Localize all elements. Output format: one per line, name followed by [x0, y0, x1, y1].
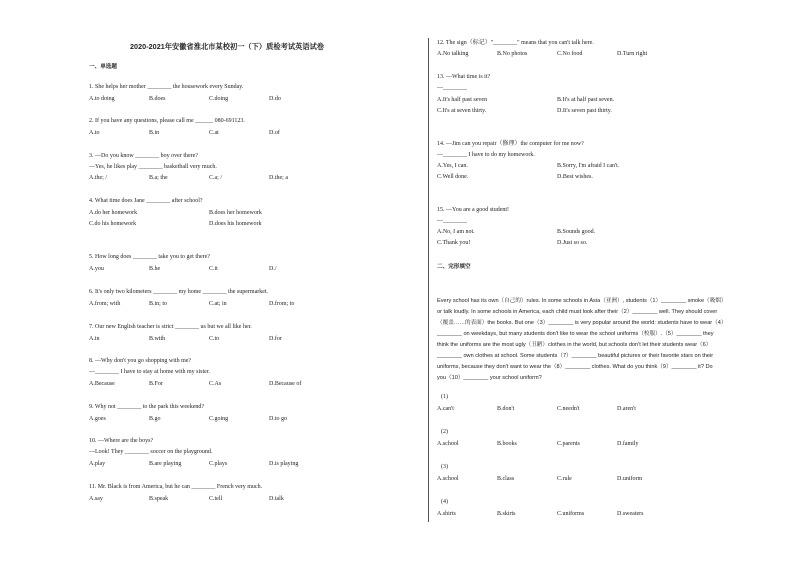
question-stem: 3. —Do you know ________ boy over there?	[89, 153, 198, 159]
option-group	[89, 301, 329, 308]
answer-option[interactable]: A.Because	[89, 381, 115, 387]
option-group	[89, 266, 329, 273]
answer-option[interactable]: C.it	[209, 266, 218, 272]
exam-title: 2020-2021年安徽省淮北市某校初一（下）质检考试英语试卷	[130, 42, 325, 51]
answer-option[interactable]: B.Sorry, I'm afraid I can't.	[557, 163, 620, 169]
answer-option[interactable]: B.For	[149, 381, 163, 387]
answer-option[interactable]: A.school	[437, 476, 459, 482]
answer-option[interactable]: C.at; in	[209, 301, 227, 307]
passage-line: think the uniforms are the most ugly（丑陋）clothes in the world, but schools don't let their students wear（6）	[437, 342, 712, 348]
answer-option[interactable]: C.Thank you!	[437, 239, 471, 246]
answer-option[interactable]: C.doing	[209, 96, 229, 102]
passage-line: Every school has its own（自己的）rules. In some schools in Asia（亚洲）, students（1）________ smoke（吸烟）	[437, 298, 727, 304]
passage-line: ________ own clothes at school. Some students（7）________ beautiful pictures or their favorite stars on their	[437, 353, 714, 359]
answer-option[interactable]: A.you	[89, 266, 104, 272]
answer-option[interactable]: D.from; to	[269, 301, 295, 307]
option-group	[437, 229, 677, 250]
answer-option[interactable]: D.to go	[269, 416, 287, 422]
cloze-number: (4)	[441, 499, 448, 505]
answer-option[interactable]: C.parents	[557, 441, 580, 447]
answer-option[interactable]: D.the; a	[269, 175, 288, 181]
answer-option[interactable]: A.No, I am not.	[437, 229, 475, 235]
answer-option[interactable]: B.No photos	[497, 51, 528, 57]
answer-option[interactable]: C.Well done.	[437, 173, 469, 180]
answer-option[interactable]: B.Sounds good.	[557, 229, 596, 235]
answer-option[interactable]: C.a; /	[209, 175, 222, 181]
answer-option[interactable]: A.Yes, I can.	[437, 163, 468, 169]
answer-option[interactable]: D.for	[269, 336, 282, 342]
question-stem: 10. —Where are the boys?	[89, 438, 154, 444]
answer-option[interactable]: B.are playing	[149, 461, 182, 467]
answer-option[interactable]: D.sweaters	[617, 511, 644, 517]
answer-option[interactable]: B.with	[149, 336, 166, 342]
column-divider	[428, 38, 429, 522]
question-stem: 15. —You are a good student!	[437, 207, 510, 213]
question-stem: 7. Our new English teacher is strict ________ us but we all like her.	[89, 324, 252, 330]
question-stem: 14. —Jim can you repair（修理）the computer for me now?	[437, 141, 584, 147]
answer-option[interactable]: A.It's half past seven	[437, 97, 488, 103]
answer-option[interactable]: B.class	[497, 476, 515, 482]
answer-option[interactable]: D.It's seven past thirty.	[557, 107, 612, 114]
question-stem: 6. It's only two kilometers ________ my home ________ the supermarket.	[89, 289, 269, 295]
answer-option[interactable]: B.don't	[497, 406, 515, 412]
question-stem: 9. Why not ________ to the park this weekend?	[89, 404, 205, 410]
answer-option[interactable]: B.in	[149, 130, 160, 136]
answer-option[interactable]: C.tell	[209, 496, 223, 502]
question-stem: —Look! They ________ soccer on the playground.	[89, 448, 213, 455]
question-stem: —Yes, he likes play ________ basketball very much.	[89, 163, 217, 170]
option-group	[89, 461, 329, 468]
answer-option[interactable]: D.Best wishes.	[557, 173, 593, 180]
answer-option[interactable]: B.does her homework	[209, 210, 262, 216]
question-stem: 13. —What time is it?	[437, 74, 491, 80]
question-stem: —________	[437, 84, 467, 91]
answer-option[interactable]: B.skirts	[497, 511, 516, 517]
answer-option[interactable]: C.at	[209, 130, 219, 136]
answer-option[interactable]: A.can't	[437, 406, 454, 412]
answer-option[interactable]: B.go	[149, 416, 161, 422]
cloze-passage	[437, 296, 777, 384]
answer-option[interactable]: C.uniforms	[557, 511, 585, 517]
answer-option[interactable]: C.to	[209, 336, 220, 342]
cloze-number: (3)	[441, 464, 448, 470]
answer-option[interactable]: C.It's at seven thirty.	[437, 107, 487, 114]
option-group	[89, 336, 329, 343]
answer-option[interactable]: D.family	[617, 441, 639, 447]
answer-option[interactable]: C.As	[209, 381, 222, 387]
option-group	[437, 441, 677, 448]
answer-option[interactable]: D./	[269, 266, 277, 272]
answer-option[interactable]: A.school	[437, 441, 459, 447]
answer-option[interactable]: D.Just so so.	[557, 239, 588, 246]
answer-option[interactable]: A.the; /	[89, 175, 107, 181]
answer-option[interactable]: C.No food	[557, 51, 583, 57]
option-group	[437, 511, 677, 518]
answer-option[interactable]: A.goes	[89, 416, 106, 422]
question-stem: —________	[437, 217, 467, 224]
answer-option[interactable]: A.do her homework	[89, 210, 138, 216]
answer-option[interactable]: D.uniform	[617, 476, 643, 482]
option-group	[437, 476, 677, 483]
answer-option[interactable]: D.talk	[269, 496, 284, 502]
option-group	[89, 175, 329, 182]
answer-option[interactable]: A.say	[89, 496, 103, 502]
answer-option[interactable]: A.No talking	[437, 51, 469, 57]
passage-line: （覆盖……的表面）the books. But one（3）________ is very popular around the world: students have to wear（4）	[437, 320, 727, 326]
option-group	[437, 97, 677, 118]
cloze-number: (2)	[441, 429, 448, 435]
question-stem: 4. What time does Jane ________ after school?	[89, 198, 203, 204]
answer-option[interactable]: C.needn't	[557, 406, 580, 412]
answer-option[interactable]: D.does his homework	[209, 220, 262, 227]
answer-option[interactable]: B.does	[149, 96, 166, 102]
answer-option[interactable]: D.aren't	[617, 406, 636, 412]
option-group	[89, 381, 329, 388]
option-group	[89, 96, 329, 103]
passage-line: uniforms, because they don't want to wear the（8）________ clothes. What do you think（9）________ it? Do	[437, 364, 713, 370]
question-stem: 8. —Why don't you go shopping with me?	[89, 358, 192, 364]
answer-option[interactable]: A.to	[89, 130, 100, 136]
question-stem: —________ I have to stay at home with my sister.	[89, 368, 210, 375]
answer-option[interactable]: A.from; with	[89, 301, 121, 307]
option-group	[89, 210, 329, 231]
answer-option[interactable]: C.going	[209, 416, 229, 422]
question-stem: 5. How long does ________ take you to get there?	[89, 254, 210, 260]
answer-option[interactable]: D.is playing	[269, 461, 299, 467]
question-stem: 2. If you have any questions, please call me ______ 080-691123.	[89, 118, 245, 124]
cloze-number: (1)	[441, 394, 448, 400]
answer-option[interactable]: C.rule	[557, 476, 572, 482]
answer-option[interactable]: B.speak	[149, 496, 169, 502]
answer-option[interactable]: D.Turn right	[617, 51, 648, 57]
section-single-choice: 一、单选题	[89, 64, 117, 70]
passage-line: ________ on weekdays, but many students don't like to wear the school uniforms（校服）.（5）________ they	[437, 331, 714, 337]
question-stem: 12. The sign（标记）"________" means that you can't talk here.	[437, 40, 594, 46]
answer-option[interactable]: D.Because of	[269, 381, 302, 387]
passage-line: you（10）________ your school uniform?	[437, 375, 542, 381]
option-group	[89, 130, 329, 137]
answer-option[interactable]: B.he	[149, 266, 161, 272]
option-group	[89, 416, 329, 423]
answer-option[interactable]: C.plays	[209, 461, 228, 467]
answer-option[interactable]: B.in; to	[149, 301, 168, 307]
option-group	[89, 496, 329, 503]
answer-option[interactable]: D.do	[269, 96, 281, 102]
question-stem: —________ I have to do my homework.	[437, 151, 535, 158]
answer-option[interactable]: A.play	[89, 461, 106, 467]
answer-option[interactable]: B.a; the	[149, 175, 168, 181]
answer-option[interactable]: A.to doing	[89, 96, 115, 102]
passage-line: or talk loudly. In some schools in America, each child must look after their（2）________ well. They should cover	[437, 309, 718, 315]
answer-option[interactable]: B.It's at half past seven.	[557, 97, 615, 103]
option-group	[437, 163, 677, 184]
question-stem: 1. She helps her mother ________ the housework every Sunday.	[89, 84, 244, 90]
answer-option[interactable]: A.shirts	[437, 511, 456, 517]
section-cloze: 二、完形填空	[437, 264, 471, 270]
answer-option[interactable]: A.in	[89, 336, 100, 342]
option-group	[437, 51, 677, 58]
option-group	[437, 406, 677, 413]
question-stem: 11. Mr. Black is from America, but he can ________ French very much.	[89, 484, 263, 490]
answer-option[interactable]: D.of	[269, 130, 280, 136]
answer-option[interactable]: C.do his homework	[89, 220, 137, 227]
answer-option[interactable]: B.books	[497, 441, 517, 447]
